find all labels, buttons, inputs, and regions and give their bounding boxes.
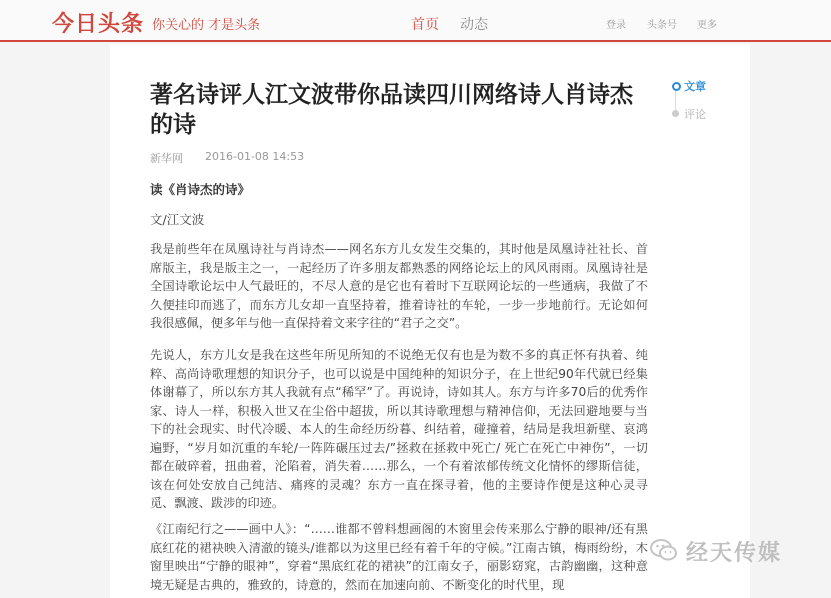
watermark-text: 经天传媒 — [686, 541, 783, 566]
toutiao-logo[interactable]: 今日头条 — [52, 12, 145, 37]
article-paragraph: 先说人，东方儿女是我在这些年所见所知的不说绝无仅有也是为数不多的真正怀有执着、纯粹、高尚诗歌理想的知识分子，也可以说是中国纯种的知识分子，在上世纪90年代就已经集体谢幕了，所以东方其人我就有点“稀罕”了。再说诗，诗如其人。东方与许多70后的优秀作家、诗人一样，积极入世又在尘俗中超拔，所以其诗歌理想与精神信仰，无法回避地要与当下的社会现实、时代冷暖、本人的生命经历纷暮、纠结着，碰撞着，结局是我坦新壁、哀鸿遍野，“岁月如沉重的车轮/一阵阵碾压过去/”拯救在拯救中死亡/ 死亡在死亡中神伤”，一切都在破碎着，扭曲着，沦陷着，消失着……那么，一个有着浓郁传统文化情怀的缪斯信徒，该在何处安放自己纯洁、痛疼的灵魂？东方一直在探寻着，他的主要诗作便是这种心灵寻觅、飘渡、跋涉的印迹。 — [150, 348, 648, 510]
nav-home[interactable]: 首页 — [411, 17, 439, 33]
article-source[interactable]: 新华网 — [150, 152, 183, 165]
slogan: 你关心的 才是头条 — [152, 18, 261, 33]
article-byline: 文/江文波 — [150, 212, 205, 227]
side-nav-label: 文章 — [684, 80, 706, 93]
article-time: 2016-01-08 14:53 — [205, 150, 305, 163]
more-link[interactable]: 更多 — [697, 20, 717, 31]
inactive-dot-icon — [672, 110, 679, 117]
article-paragraph: 《江南纪行之——画中人》：“……谁都不曾料想画阁的木窗里会传来那么宁静的眼神/还有黑底红花的裙袂映入清澈的镜头/谁都以为这里已经有着千年的守候。”江南古镇，梅雨纷纷，木窗里映出“宁静的眼神”，穿着“黑底红花的裙袂”的江南女子，丽影窈窕，古韵幽幽，这种意境无疑是古典的，雅致的，诗意的，然而在加速向前、不断变化的时代里，现 — [150, 522, 648, 592]
side-nav-label: 评论 — [684, 108, 706, 121]
active-dot-icon — [672, 82, 681, 91]
article-title: 著名诗评人江文波带你品读四川网络诗人肖诗杰的诗 — [150, 82, 633, 138]
top-bar — [0, 0, 831, 42]
wechat-icon — [650, 538, 678, 562]
login-link[interactable]: 登录 — [606, 20, 626, 31]
article-subhead: 读《肖诗杰的诗》 — [150, 182, 251, 197]
article-paragraph: 我是前些年在凤凰诗社与肖诗杰——网名东方儿女发生交集的，其时他是凤凰诗社社长、首席版主，我是版主之一，一起经历了许多朋友都熟悉的网络论坛上的风风雨雨。凤凰诗社是全国诗歌论坛中人气最旺的，不尽人意的是它也有着时下互联网论坛的一些通病，我做了不久便挂印而逃了，而东方儿女却一直坚持着，推着诗社的车轮，一步一步地前行。无论如何我很感佩，便多年与他一直保持着文来字往的“君子之交”。 — [150, 242, 648, 330]
toutiao-account-link[interactable]: 头条号 — [647, 20, 677, 31]
nav-dynamic[interactable]: 动态 — [460, 17, 488, 33]
